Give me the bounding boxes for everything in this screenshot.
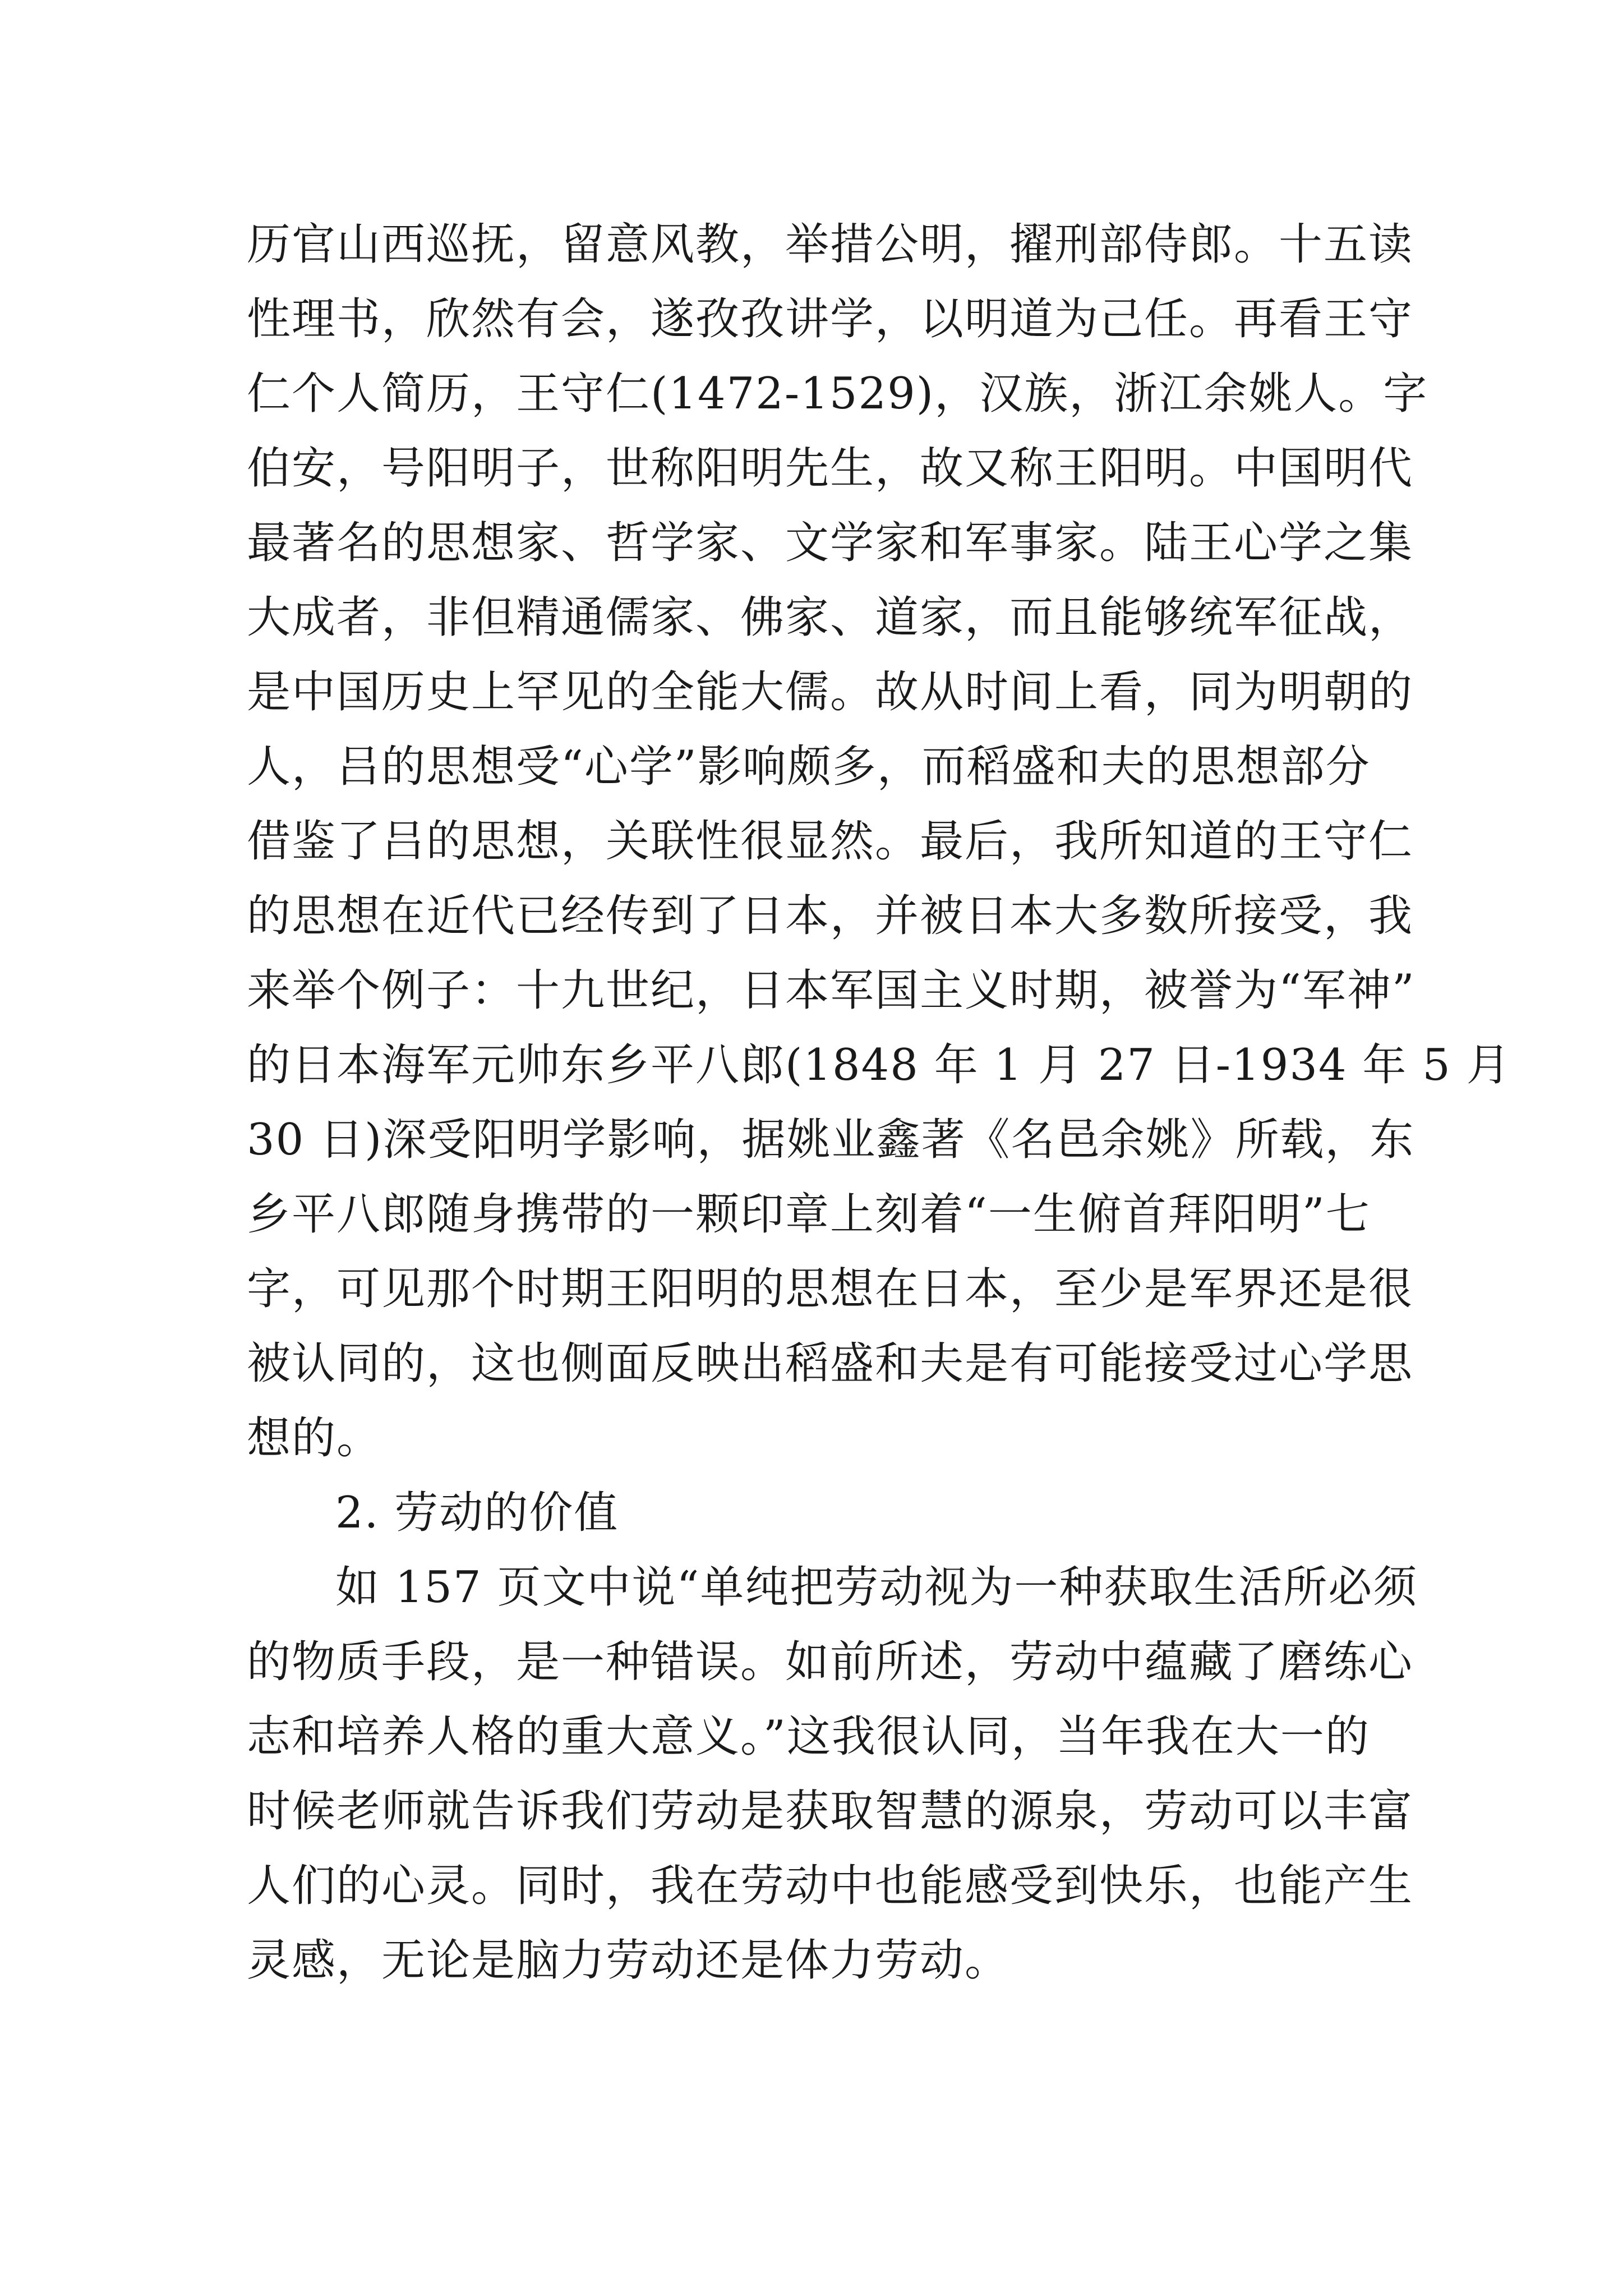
text-line: 字，可见那个时期王阳明的思想在日本，至少是军界还是很 [247,1264,1414,1314]
text-line: 30 日)深受阳明学影响，据姚业鑫著《名邑余姚》所载，东 [247,1115,1415,1165]
text-line: 大成者，非但精通儒家、佛家、道家，而且能够统军征战， [247,592,1414,643]
section-heading: 2. 劳动的价值 [335,1488,619,1538]
text-line: 灵感，无论是脑力劳动还是体力劳动。 [247,1935,1010,1986]
text-line: 的日本海军元帅东乡平八郎(1848 年 1 月 27 日-1934 年 5 月 [247,1040,1511,1091]
text-line: 性理书，欣然有会，遂孜孜讲学，以明道为己任。再看王守 [247,294,1414,344]
text-line: 被认同的，这也侧面反映出稻盛和夫是有可能接受过心学思 [247,1338,1414,1389]
text-line: 时候老师就告诉我们劳动是获取智慧的源泉，劳动可以丰富 [247,1786,1414,1837]
text-line: 的思想在近代已经传到了日本，并被日本大多数所接受，我 [247,891,1414,941]
text-line: 借鉴了吕的思想，关联性很显然。最后，我所知道的王守仁 [247,816,1414,867]
text-line: 人，吕的思想受“心学”影响颇多，而稻盛和夫的思想部分 [247,742,1371,792]
text-line: 伯安，号阳明子，世称阳明先生，故又称王阳明。中国明代 [247,443,1414,494]
text-line: 人们的心灵。同时，我在劳动中也能感受到快乐，也能产生 [247,1861,1414,1911]
text-line: 历官山西巡抚，留意风教，举措公明，擢刑部侍郎。十五读 [247,219,1414,270]
text-line: 仁个人简历，王守仁(1472-1529)，汉族，浙江余姚人。字 [247,369,1428,419]
paragraph-1 [247,219,1511,1986]
text-line: 乡平八郎随身携带的一颗印章上刻着“一生俯首拜阳明”七 [247,1189,1371,1240]
text-line: 想的。 [247,1413,382,1464]
text-line: 志和培养人格的重大意义。”这我很认同，当年我在大一的 [247,1711,1370,1762]
text-line: 的物质手段，是一种错误。如前所述，劳动中蕴藏了磨练心 [247,1637,1414,1687]
text-line: 如 157 页文中说“单纯把劳动视为一种获取生活所必须 [335,1562,1418,1613]
text-line: 最著名的思想家、哲学家、文学家和军事家。陆王心学之集 [247,518,1414,568]
text-line: 来举个例子：十九世纪，日本军国主义时期，被誉为“军神” [247,965,1415,1016]
text-line: 是中国历史上罕见的全能大儒。故从时间上看，同为明朝的 [247,667,1414,717]
